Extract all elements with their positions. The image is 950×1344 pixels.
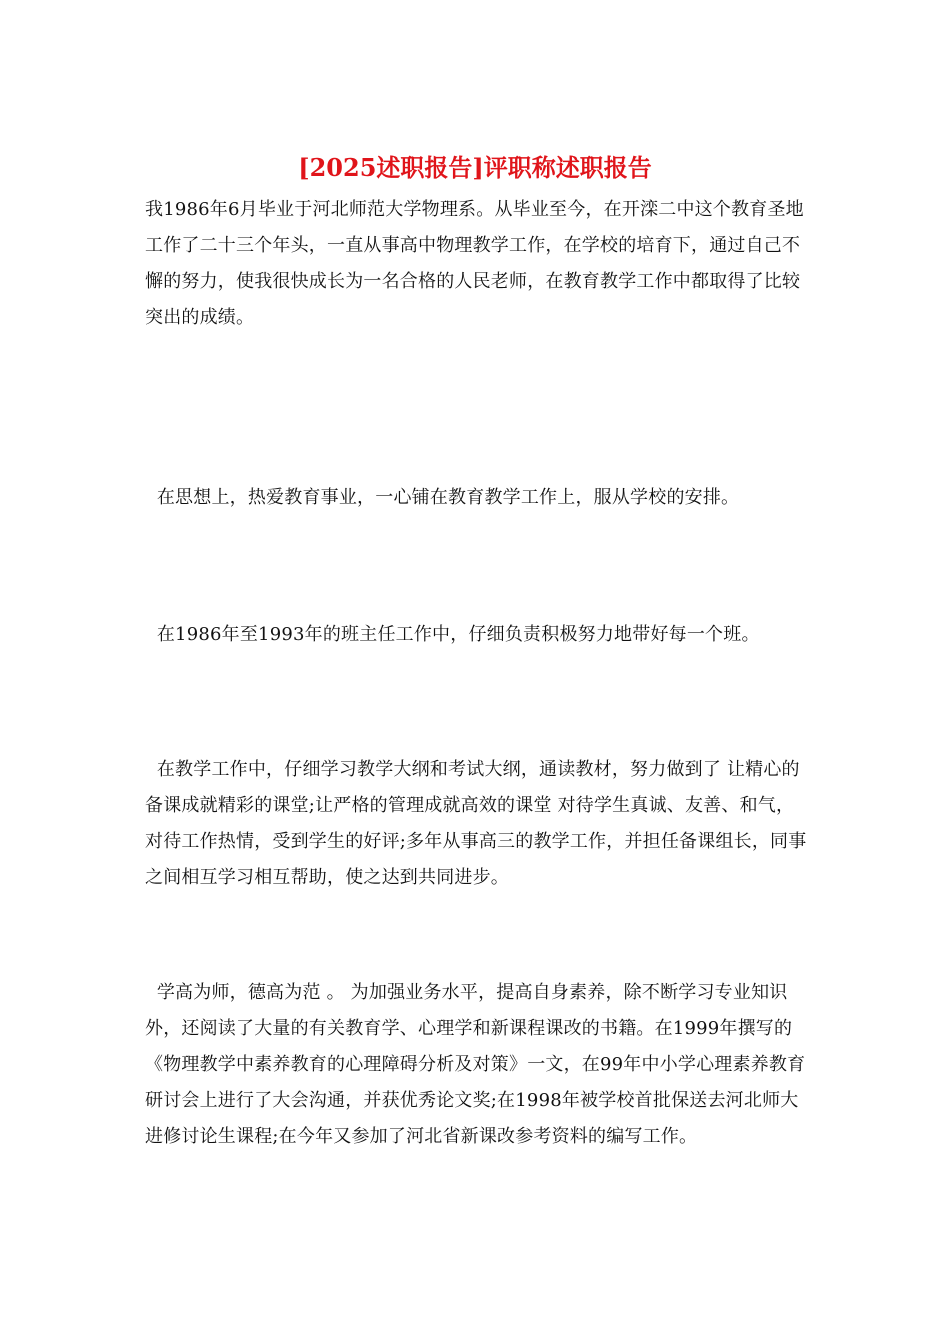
paragraph-intro: 我1986年6月毕业于河北师范大学物理系。从毕业至今，在开滦二中这个教育圣地工作了二十三个年头，一直从事高中物理教学工作，在学校的培育下，通过自己不懈的努力，使我很快成长为一名合格的人民老师，在教育教学工作中都取得了比较突出的成绩。 <box>145 199 804 328</box>
paragraph-teaching: 在教学工作中，仔细学习教学大纲和考试大纲，通读教材，努力做到了 让精心的备课成就精彩的课堂;让严格的管理成就高效的课堂 对待学生真诚、友善、和气，对待工作热情，受到学生的好评;多年从事高三的教学工作，并担任备课组长，同事之间相互学习相互帮助，使之达到共同进步。 <box>145 759 807 888</box>
paragraph-class-teacher: 在1986年至1993年的班主任工作中，仔细负责积极努力地带好每一个班。 <box>145 624 760 645</box>
paragraph-ideology: 在思想上，热爱教育事业，一心铺在教育教学工作上，服从学校的安排。 <box>145 487 740 508</box>
document-title: [2025述职报告]评职称述职报告 <box>298 153 652 182</box>
paragraph-professional-development: 学高为师，德高为范 。 为加强业务水平，提高自身素养，除不断学习专业知识外，还阅读了大量的有关教育学、心理学和新课程课改的书籍。在1999年撰写的《物理教学中素养教育的心理障碍分析及对策》一文，在99年中小学心理素养教育研讨会上进行了大会沟通，并获优秀论文奖;在1998年被学校首批保送去河北师大进修讨论生课程;在今年又参加了河北省新课改参考资料的编写工作。 <box>145 982 806 1147</box>
